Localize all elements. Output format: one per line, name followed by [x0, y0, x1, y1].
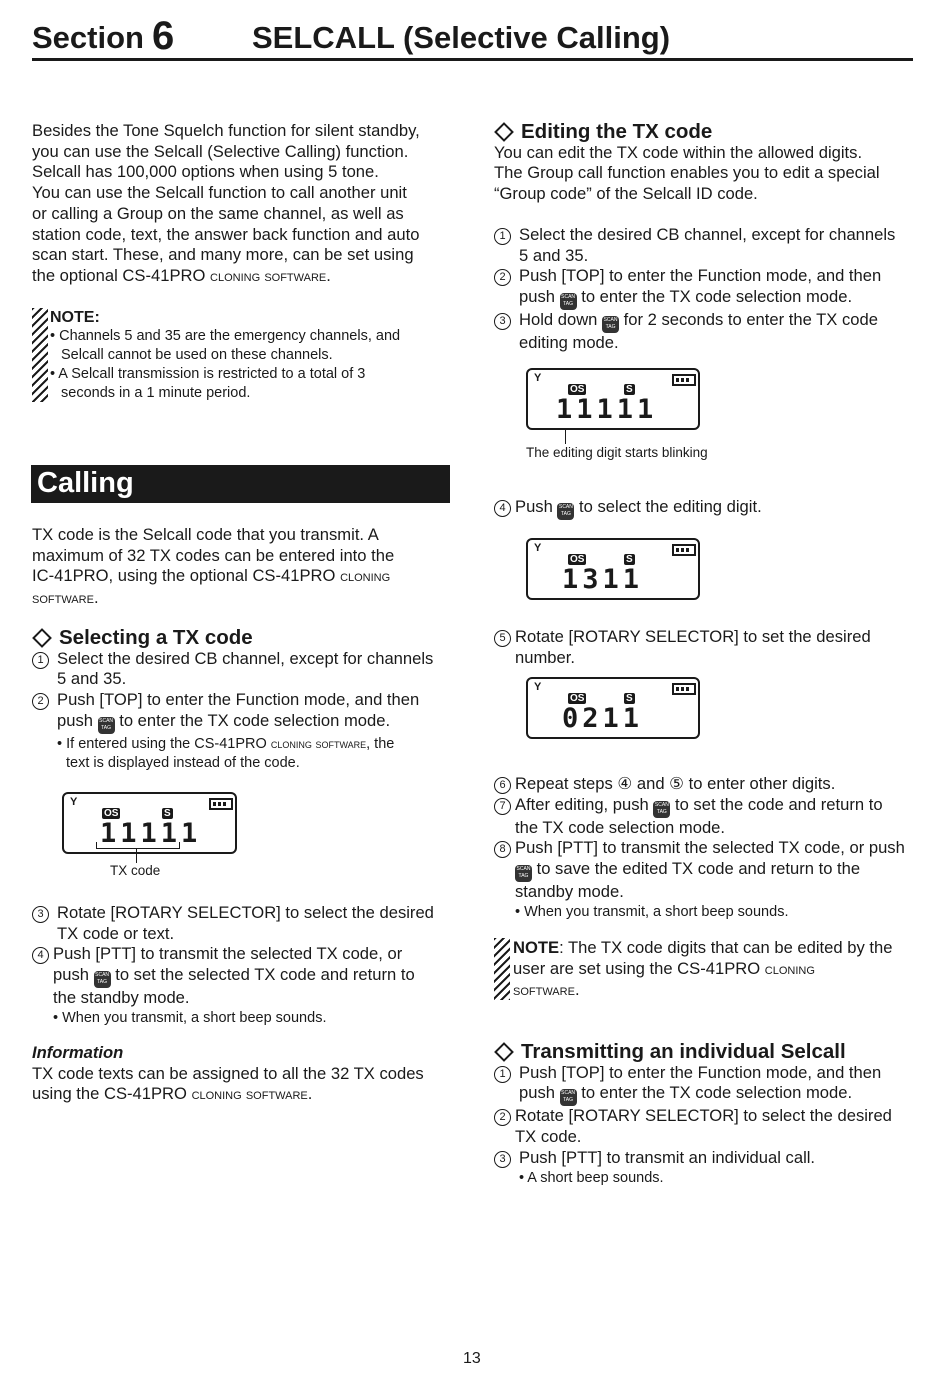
- step-1: 1 Select the desired CB channel, except for channels 5 and 35.: [32, 649, 452, 690]
- intro-line: scan start. These, and many more, can be set using: [32, 245, 414, 265]
- note-label: NOTE:: [50, 309, 100, 326]
- s-indicator: S: [164, 808, 171, 819]
- tx-step-1: 1 Push [TOP] to enter the Function mode, and then push SCAN TAG to enter the TX code selection mode.: [494, 1063, 914, 1107]
- antenna-icon: Y: [534, 681, 542, 693]
- scan-tag-key-icon: SCAN TAG: [560, 293, 577, 310]
- calling-heading-bar: [31, 465, 450, 503]
- diamond-icon: [494, 1042, 514, 1062]
- information-block: Information TX code texts can be assigned to all the 32 TX codes using the CS-41PRO cloning software.: [32, 1043, 452, 1106]
- battery-icon: [672, 683, 696, 695]
- page-number: 13: [463, 1350, 481, 1367]
- section-header: [32, 14, 913, 61]
- intro-line: Selcall has 100,000 options when using 5 tone.: [32, 162, 379, 182]
- intro-line: You can use the Selcall function to call another unit: [32, 183, 407, 203]
- intro-line: or calling a Group on the same channel, as well as: [32, 203, 404, 223]
- edit-step-5: 5 Rotate [ROTARY SELECTOR] to set the desired number.: [494, 627, 914, 668]
- note2-box: NOTE: The TX code digits that can be edited by the user are set using the CS-41PRO cloning software.: [494, 938, 914, 1002]
- lcd-digits: 11111: [556, 394, 658, 425]
- edit-step-4: 4 Push SCAN TAG to select the editing digit.: [494, 497, 914, 520]
- calling-paragraph: TX code is the Selcall code that you transmit. A maximum of 32 TX codes can be entered into the IC-41PRO, using the optional CS-41PRO cloning software.: [32, 525, 395, 608]
- lcd-digits: 1311: [562, 564, 644, 595]
- note-bullet: Selcall cannot be used on these channels.: [61, 347, 333, 363]
- note-bullet: • Channels 5 and 35 are the emergency channels, and: [50, 328, 401, 344]
- os-indicator: OS: [104, 808, 119, 819]
- tx-code-bracket: [96, 842, 180, 849]
- s-indicator: S: [626, 693, 633, 704]
- page-title: SELCALL (Selective Calling): [252, 20, 671, 55]
- tx-step-2: 2 Rotate [ROTARY SELECTOR] to select the desired TX code.: [494, 1106, 914, 1147]
- transmit-section: [494, 1042, 914, 1188]
- edit-step-7: 7 After editing, push SCAN TAG to set the code and return to the TX code selection mode.: [494, 795, 914, 839]
- note-hatch: [32, 308, 48, 402]
- scan-tag-key-icon: SCAN TAG: [602, 316, 619, 333]
- intro-line: you can use the Selcall (Selective Calling) function.: [32, 141, 409, 161]
- note-box: [32, 308, 452, 404]
- intro-line: the optional CS-41PRO cloning software.: [32, 265, 331, 285]
- os-indicator: OS: [570, 693, 585, 704]
- edit-step-8: 8 Push [PTT] to transmit the selected TX code, or push SCAN TAG to save the edited TX code and return to the standby mode. • When you transmit, a short beep sounds.: [494, 838, 914, 921]
- select-section: [32, 628, 452, 773]
- scan-tag-key-icon: SCAN TAG: [557, 503, 574, 520]
- edit-step-1: 1 Select the desired CB channel, except for channels 5 and 35.: [494, 225, 914, 266]
- note-bullet: • A Selcall transmission is restricted to a total of 3: [50, 366, 366, 382]
- lcd-digits: 11111: [100, 818, 202, 849]
- step-4: 4 Push [PTT] to transmit the selected TX code, or push SCAN TAG to set the selected TX code and return to the standby mode. • When you transmit, a short beep sounds.: [32, 944, 452, 1027]
- diamond-icon: [32, 628, 52, 648]
- caption-pointer: [565, 428, 566, 444]
- calling-heading: Calling: [37, 467, 134, 499]
- scan-tag-key-icon: SCAN TAG: [560, 1089, 577, 1106]
- antenna-icon: Y: [534, 542, 542, 554]
- step-3: 3 Rotate [ROTARY SELECTOR] to select the desired TX code or text.: [32, 903, 452, 944]
- intro-line: Besides the Tone Squelch function for silent standby,: [32, 121, 420, 140]
- lcd2-caption: The editing digit starts blinking: [526, 445, 708, 460]
- lcd-digits: 0211: [562, 703, 644, 734]
- note-bullet: seconds in a 1 minute period.: [61, 385, 251, 401]
- os-indicator: OS: [570, 554, 585, 565]
- select-steps-cont: [32, 903, 452, 1028]
- battery-icon: [209, 798, 233, 810]
- battery-icon: [672, 374, 696, 386]
- scan-tag-key-icon: SCAN TAG: [94, 971, 111, 988]
- os-indicator: OS: [570, 384, 585, 395]
- s-indicator: S: [626, 554, 633, 565]
- step-2: 2 Push [TOP] to enter the Function mode, and then push SCAN TAG to enter the TX code selection mode. • If entered using the CS-41PRO cloning software, the text is displayed instead of the code.: [32, 690, 452, 773]
- note2-label: NOTE: [513, 938, 560, 957]
- caption-pointer: [136, 849, 137, 863]
- battery-icon: [672, 544, 696, 556]
- lcd-display-editing: [526, 368, 700, 430]
- scan-tag-key-icon: SCAN TAG: [515, 865, 532, 882]
- antenna-icon: Y: [534, 372, 542, 384]
- edit-heading: Editing the TX code: [494, 122, 914, 143]
- antenna-icon: Y: [70, 796, 78, 808]
- intro-paragraph: [32, 121, 452, 288]
- tx-step-3: 3 Push [PTT] to transmit an individual call. • A short beep sounds.: [494, 1148, 914, 1188]
- transmit-heading: Transmitting an individual Selcall: [494, 1042, 914, 1063]
- lcd-display-number-set: [526, 677, 700, 739]
- edit-section: Editing the TX code You can edit the TX code within the allowed digits. The Group call function enables you to edit a special “Group code” of the Selcall ID code. 1 Select the desired CB channel, except for channels 5 and 35. 2 Push [TOP] to enter the Function mode, and then push SCAN TAG to enter the TX code selection mode. 3 Hold down SCAN TAG for 2 seconds to enter the TX code editing mode.: [494, 122, 914, 354]
- note-hatch: [494, 938, 510, 1000]
- intro-line: station code, text, the answer back function and auto: [32, 224, 420, 244]
- s-indicator: S: [626, 384, 633, 395]
- section-number: 6: [152, 14, 175, 58]
- section-word: Section: [32, 20, 144, 55]
- information-title: Information: [32, 1043, 124, 1062]
- select-heading: Selecting a TX code: [32, 628, 452, 649]
- lcd1-caption: TX code: [110, 863, 161, 878]
- scan-tag-key-icon: SCAN TAG: [653, 801, 670, 818]
- edit-step-6: 6 Repeat steps ④ and ⑤ to enter other digits.: [494, 774, 914, 795]
- edit-steps-cont: [494, 774, 914, 922]
- diamond-icon: [494, 122, 514, 142]
- edit-step-2: 2 Push [TOP] to enter the Function mode, and then push SCAN TAG to enter the TX code selection mode.: [494, 266, 914, 310]
- lcd-display-digit-select: [526, 538, 700, 600]
- edit-step-3: 3 Hold down SCAN TAG for 2 seconds to enter the TX code editing mode.: [494, 310, 914, 354]
- scan-tag-key-icon: SCAN TAG: [98, 717, 115, 734]
